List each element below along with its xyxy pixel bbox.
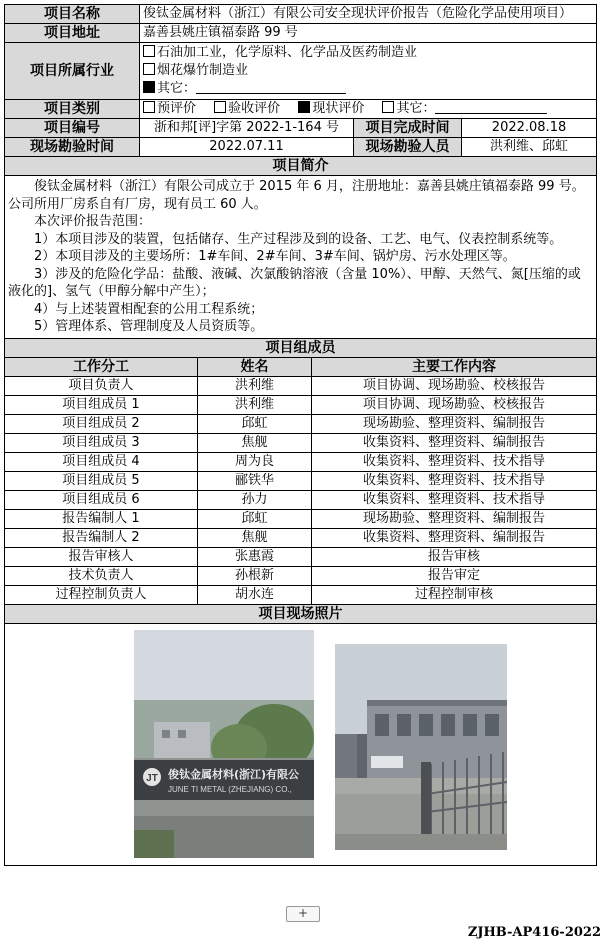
member-work: 过程控制审核 [312, 585, 597, 604]
intro-title: 项目简介 [5, 157, 597, 176]
member-name: 洪利维 [198, 395, 312, 414]
industry-option-1[interactable] [143, 44, 593, 62]
industry-label: 项目所属行业 [5, 43, 140, 100]
member-work: 报告审核 [312, 547, 597, 566]
complete-time-label: 项目完成时间 [354, 119, 462, 138]
intro-paragraph: 1）本项目涉及的装置，包括储存、生产过程涉及到的设备、工艺、电气、仪表控制系统等。 [34, 231, 563, 247]
member-row [5, 566, 597, 585]
member-work: 现场勘验、整理资料、编制报告 [312, 509, 597, 528]
member-role: 项目负责人 [5, 376, 198, 395]
member-row [5, 528, 597, 547]
intro-body [5, 176, 597, 339]
member-role: 项目组成员 1 [5, 395, 198, 414]
complete-time-value: 2022.08.18 [462, 119, 597, 138]
member-name: 邱虹 [198, 509, 312, 528]
member-work: 收集资料、整理资料、技术指导 [312, 471, 597, 490]
member-work: 项目协调、现场勘验、校核报告 [312, 376, 597, 395]
other-blank-line [196, 81, 346, 94]
member-work: 报告审定 [312, 566, 597, 585]
address-label: 项目地址 [5, 24, 140, 43]
code-label: 项目编号 [5, 119, 140, 138]
checkbox-icon [143, 101, 155, 113]
intro-paragraph: 5）管理体系、管理制度及人员资质等。 [34, 319, 264, 334]
member-role: 技术负责人 [5, 566, 198, 585]
info-table [4, 4, 597, 339]
member-name: 孙力 [198, 490, 312, 509]
member-work: 收集资料、整理资料、编制报告 [312, 528, 597, 547]
checkbox-checked-icon [143, 81, 155, 93]
member-role: 项目组成员 3 [5, 433, 198, 452]
type-options [140, 100, 597, 119]
member-name: 焦舰 [198, 528, 312, 547]
other-blank-line [435, 101, 547, 114]
intro-paragraph: 本次评价报告范围： [34, 214, 152, 229]
type-option-label: 现状评价 [312, 101, 365, 116]
site-photo-gate-sign [134, 630, 314, 858]
member-row [5, 585, 597, 604]
checkbox-icon [382, 101, 394, 113]
members-header-role: 工作分工 [5, 357, 198, 376]
surveyors-label: 现场勘验人员 [354, 138, 462, 157]
member-row [5, 433, 597, 452]
member-work: 收集资料、整理资料、技术指导 [312, 490, 597, 509]
report-sheet [4, 4, 596, 866]
sign-text-cn: 俊钛金属材料(浙江)有限公 [168, 767, 300, 781]
industry-option-2[interactable] [143, 62, 593, 80]
surveyors-value: 洪利维、邱虹 [462, 138, 597, 157]
intro-paragraph: 3）涉及的危险化学品：盐酸、液碱、次氯酸钠溶液（含量 10%）、甲醇、天然气、氮[压缩的或液化的]、氢气（甲醇分解中产生）； [8, 266, 581, 299]
member-name: 张惠霞 [198, 547, 312, 566]
members-header-work: 主要工作内容 [312, 357, 597, 376]
sign-text-en: JUNE TI METAL (ZHEJIANG) CO., [168, 784, 292, 794]
checkbox-icon [143, 45, 155, 57]
type-option-label: 验收评价 [228, 101, 281, 116]
member-row [5, 414, 597, 433]
project-name-label: 项目名称 [5, 5, 140, 24]
member-work: 收集资料、整理资料、编制报告 [312, 433, 597, 452]
member-row [5, 452, 597, 471]
member-name: 邱虹 [198, 414, 312, 433]
member-row [5, 490, 597, 509]
document-number: ZJHB-AP416-2022 [467, 925, 601, 940]
member-role: 项目组成员 2 [5, 414, 198, 433]
members-table [4, 338, 597, 866]
member-row [5, 547, 597, 566]
member-name: 孙根新 [198, 566, 312, 585]
member-row [5, 376, 597, 395]
checkbox-checked-icon [298, 101, 310, 113]
member-work: 现场勘验、整理资料、编制报告 [312, 414, 597, 433]
industry-option-label: 其它： [157, 81, 197, 96]
code-value: 浙和邦[评]字第 2022-1-164 号 [140, 119, 354, 138]
member-name: 洪利维 [198, 376, 312, 395]
type-option-1[interactable] [143, 101, 196, 117]
industry-option-3[interactable] [143, 80, 593, 98]
member-role: 项目组成员 6 [5, 490, 198, 509]
member-role: 报告编制人 2 [5, 528, 198, 547]
project-name-value: 俊钛金属材料（浙江）有限公司安全现状评价报告（危险化学品使用项目） [140, 5, 597, 24]
intro-paragraph: 4）与上述装置相配套的公用工程系统； [34, 301, 264, 317]
member-row [5, 509, 597, 528]
member-name: 周为良 [198, 452, 312, 471]
members-title: 项目组成员 [5, 338, 597, 357]
member-name: 胡水连 [198, 585, 312, 604]
type-option-label: 预评价 [157, 101, 197, 116]
member-role: 报告审核人 [5, 547, 198, 566]
members-header-name: 姓名 [198, 357, 312, 376]
industry-option-label: 石油加工业，化学原料、化学品及医药制造业 [157, 45, 418, 60]
survey-time-label: 现场勘验时间 [5, 138, 140, 157]
member-name: 焦舰 [198, 433, 312, 452]
industry-option-label: 烟花爆竹制造业 [157, 63, 249, 78]
address-value: 嘉善县姚庄镇福泰路 99 号 [140, 24, 597, 43]
site-photo-building-gate [335, 644, 507, 850]
photos-area [5, 623, 597, 865]
industry-options [140, 43, 597, 100]
intro-paragraph: 俊钛金属材料（浙江）有限公司成立于 2015 年 6 月，注册地址：嘉善县姚庄镇福泰路 99 号。公司所用厂房系自有厂房，现有员工 60 人。 [8, 179, 585, 212]
type-option-3[interactable] [298, 101, 364, 117]
type-option-4[interactable] [382, 101, 547, 117]
photos-title: 项目现场照片 [5, 604, 597, 623]
member-role: 过程控制负责人 [5, 585, 198, 604]
member-row [5, 471, 597, 490]
type-option-label: 其它： [396, 101, 436, 116]
member-work: 项目协调、现场勘验、校核报告 [312, 395, 597, 414]
add-sheet-button[interactable]: + [286, 906, 320, 922]
checkbox-icon [214, 101, 226, 113]
member-name: 郦铁华 [198, 471, 312, 490]
member-role: 报告编制人 1 [5, 509, 198, 528]
sign-logo: JT [146, 772, 158, 784]
member-row [5, 395, 597, 414]
type-option-2[interactable] [214, 101, 280, 117]
type-label: 项目类别 [5, 100, 140, 119]
survey-time-value: 2022.07.11 [140, 138, 354, 157]
member-work: 收集资料、整理资料、技术指导 [312, 452, 597, 471]
member-role: 项目组成员 4 [5, 452, 198, 471]
intro-paragraph: 2）本项目涉及的主要场所：1#车间、2#车间、3#车间、锅炉房、污水处理区等。 [34, 249, 516, 264]
checkbox-icon [143, 63, 155, 75]
member-rows [5, 376, 597, 604]
member-role: 项目组成员 5 [5, 471, 198, 490]
